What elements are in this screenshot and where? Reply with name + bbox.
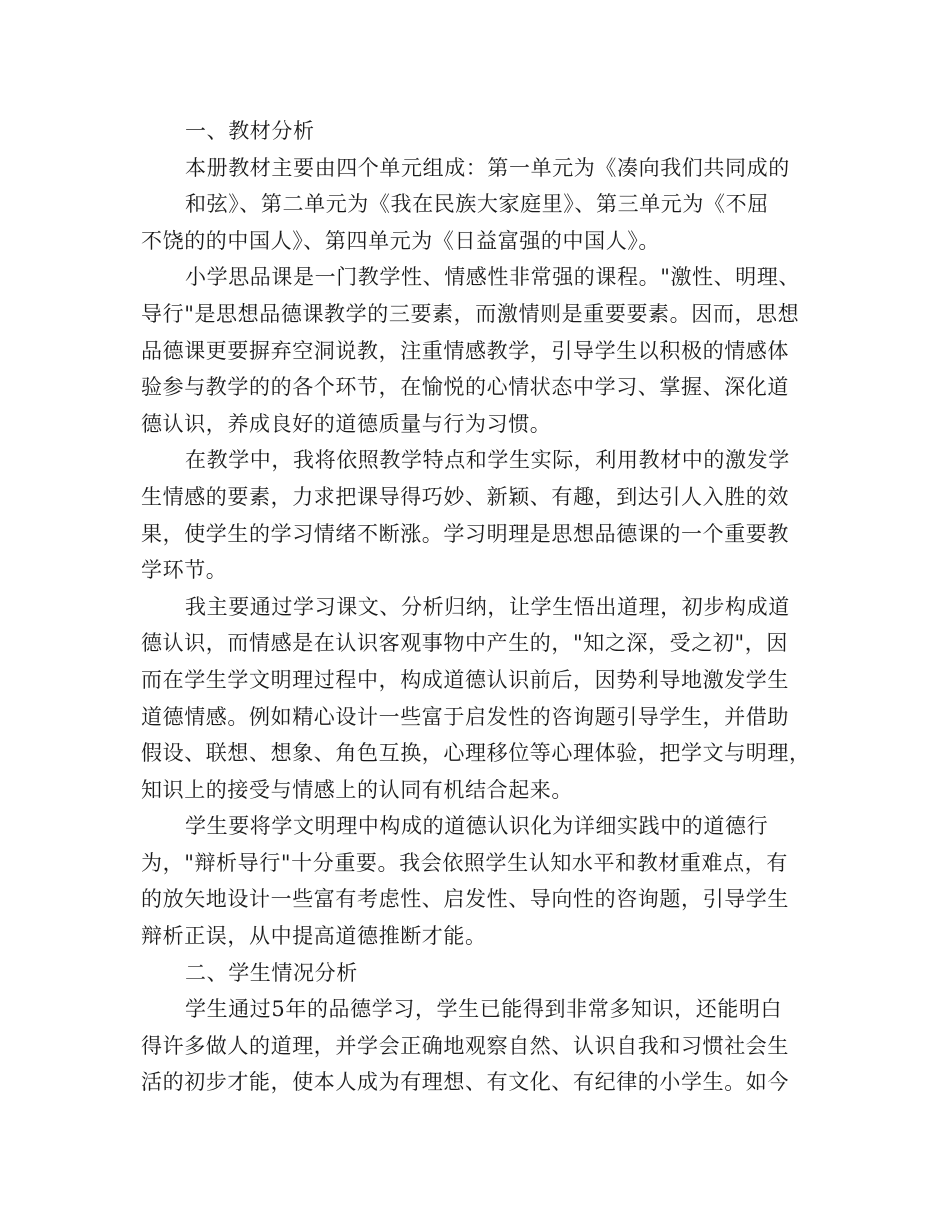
paragraph-line: 学生通过5年的品德学习，学生已能得到非常多知识，还能明白 [185,997,783,1022]
paragraph-line: 果，使学生的学习情绪不断涨。学习明理是思想品德课的一个重要教 [141,521,789,546]
paragraph-line: 不饶的的中国人》、第四单元为《日益富强的中国人》。 [141,228,660,253]
paragraph-line: 生情感的要素，力求把课导得巧妙、新颖、有趣，到达引人入胜的效 [141,484,789,509]
section-heading-student-analysis: 二、学生情况分析 [185,960,358,985]
paragraph-line: 的放矢地设计一些富有考虑性、启发性、导向性的咨询题，引导学生 [141,887,789,912]
paragraph-line: 和弦》、第二单元为《我在民族大家庭里》、第三单元为《不屈 [185,192,769,217]
paragraph-line: 得许多做人的道理，并学会正确地观察自然、认识自我和习惯社会生 [141,1033,789,1058]
paragraph-line: 德认识，而情感是在认识客观事物中产生的，"知之深，受之初"，因 [141,631,788,656]
paragraph-line: 德认识，养成良好的道德质量与行为习惯。 [141,411,552,436]
document-page [141,113,821,1101]
paragraph-line: 本册教材主要由四个单元组成：第一单元为《凑向我们共同成的 [185,155,790,180]
paragraph-line: 我主要通过学习课文、分析归纳，让学生悟出道理，初步构成道 [185,594,790,619]
paragraph-line: 活的初步才能，使本人成为有理想、有文化、有纪律的小学生。如今 [141,1070,789,1095]
paragraph-line: 知识上的接受与情感上的认同有机结合起来。 [141,777,573,802]
paragraph-line: 品德课更要摒弃空洞说教，注重情感教学，引导学生以积极的情感体 [141,338,789,363]
paragraph-line: 辩析正误，从中提高道德推断才能。 [141,924,487,949]
paragraph-line: 为，"辩析导行"十分重要。我会依照学生认知水平和教材重难点，有 [141,850,788,875]
section-heading-textbook-analysis: 一、教材分析 [185,119,315,143]
paragraph-line: 假设、联想、想象、角色互换，心理移位等心理体验，把学文与明理， [141,741,811,766]
paragraph-line: 在教学中，我将依照教学特点和学生实际，利用教材中的激发学 [185,448,790,473]
paragraph-line: 小学思品课是一门教学性、情感性非常强的课程。"激性、明理、 [185,265,801,290]
paragraph-line: 学环节。 [141,558,228,583]
paragraph-line: 学生要将学文明理中构成的道德认识化为详细实践中的道德行 [185,814,769,839]
paragraph-line: 而在学生学文明理过程中，构成道德认识前后，因势利导地激发学生 [141,667,789,692]
paragraph-line: 验参与教学的的各个环节，在愉悦的心情状态中学习、掌握、深化道 [141,375,789,400]
paragraph-line: 导行"是思想品德课教学的三要素，而激情则是重要要素。因而，思想 [141,301,800,326]
paragraph-line: 道德情感。例如精心设计一些富于启发性的咨询题引导学生，并借助 [141,704,789,729]
